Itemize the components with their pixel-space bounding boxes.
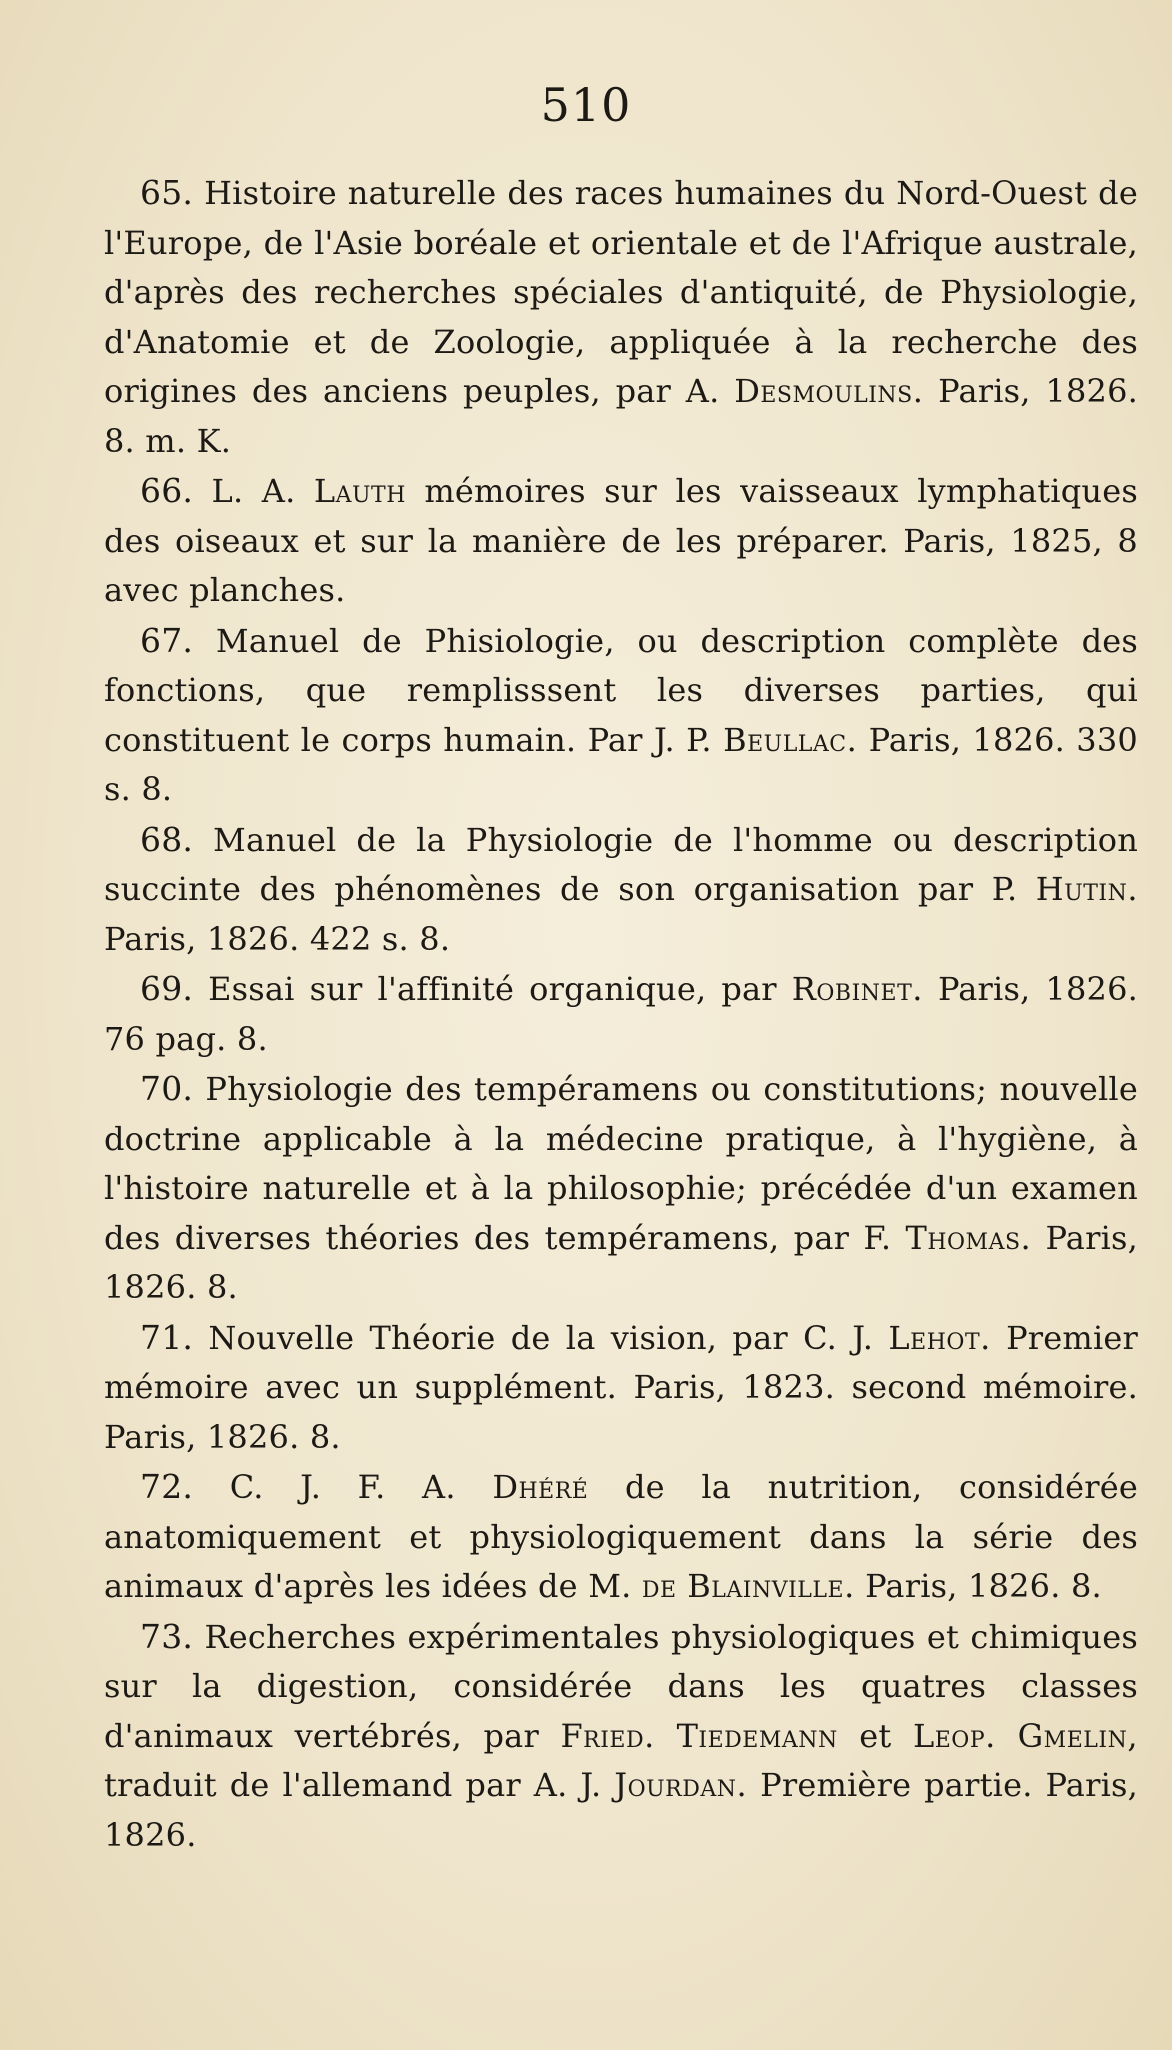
entry-number: 72. [140,1467,194,1506]
entry-imprint: Paris, 1826. 422 s. 8. [104,919,451,958]
entry-text: traduit de l'allemand par A. J. [104,1766,602,1804]
entry-imprint: Paris, 1826. 8. [865,1567,1102,1605]
entry-author: de Blainville. [641,1567,855,1605]
bibliography-entry-70 [104,1064,1138,1313]
entry-number: 70. [140,1069,194,1108]
entry-text: de la nutrition, considérée anatomiquement et physiologiquement dans la série des animaux d'après les idées de M. [104,1468,1139,1605]
entry-imprint: Paris, 1826. 8. m. K. [104,372,1139,460]
entry-number: 67. [140,620,194,660]
bibliography-entry-68 [104,815,1138,965]
entry-imprint: Paris, 1826. 76 pag. 8. [104,970,1139,1058]
page-number: 510 [540,78,632,132]
bibliography-entry-72 [104,1462,1138,1612]
entry-text: Nouvelle Théorie de la vision, par C. J. [208,1318,874,1357]
entry-number: 68. [140,819,194,859]
entry-imprint: Paris, 1826. 330 s. 8. [104,720,1138,808]
entry-author: Thomas. [905,1218,1032,1257]
entry-number: 73. [140,1616,194,1656]
entry-text: Manuel de la Physiologie de l'homme ou description succinte des phénomènes de son organisation par P. [104,820,1139,908]
entry-imprint: Premier mémoire avec un supplément. Paris, 1823. second mémoire. Paris, 1826. 8. [104,1318,1139,1456]
entry-number: 71. [140,1317,194,1357]
entry-number: 66. [140,471,194,510]
entry-text: et [859,1716,892,1755]
entry-author: Fried. Tiedemann [560,1716,838,1755]
entry-imprint: Première partie. Paris, 1826. [104,1766,1139,1854]
bibliography-entry-71 [104,1313,1138,1463]
bibliography-entry-67 [104,616,1138,815]
entry-author: Beullac. [723,720,858,759]
entry-author: Leop. Gmelin, [913,1716,1138,1755]
entry-imprint: mémoires sur les vaisseaux lymphatiques des oiseaux et sur la manière de les préparer. Paris, 1825, 8 avec planches. [104,472,1138,609]
entry-author: Desmoulins. [734,372,924,410]
entry-text: Physiologie des tempéramens ou constitutions; nouvelle doctrine applicable à la médecine pratique, à l'hygiène, à l'histoire naturelle et à la philosophie; précédée d'un examen des diverses théories des tempéramens, par F. [104,1070,1138,1257]
entry-author: Lehot. [888,1318,991,1357]
entry-number: 65. [140,173,194,212]
entry-text: Recherches expérimentales physiologiques et chimiques sur la digestion, considérée dans les quatres classes d'animaux vertébrés, par [104,1617,1138,1755]
entry-author: Lauth [313,472,406,510]
entry-author: Robinet. [791,970,923,1008]
entry-number: 69. [140,969,194,1008]
bibliography-list [104,168,1138,1860]
entry-text: Manuel de Phisiologie, ou description complète des fonctions, que remplisssent les diverses parties, qui constituent le corps humain. Par J. P. [104,621,1139,759]
entry-imprint: Paris, 1826. 8. [104,1218,1138,1306]
entry-author: Hutin. [1035,870,1139,908]
bibliography-entry-65 [104,168,1138,466]
entry-text: Essai sur l'affinité organique, par [208,970,777,1008]
entry-text: C. J. F. A. [229,1468,456,1506]
entry-author: Jourdan. [614,1766,748,1804]
bibliography-entry-73 [104,1612,1138,1861]
entry-author: Dhéré [492,1468,589,1506]
entry-text: Histoire naturelle des races humaines du Nord-Ouest de l'Europe, de l'Asie boréale et orientale et de l'Afrique australe, d'après des recherches spéciales d'antiquité, de Physiologie, d'Anatomie et de Zoologie, appliquée à la recherche des origines des anciens peuples, par A. [104,174,1138,410]
bibliography-entry-69 [104,964,1138,1064]
bibliography-entry-66 [104,466,1138,616]
entry-text: L. A. [211,472,296,510]
